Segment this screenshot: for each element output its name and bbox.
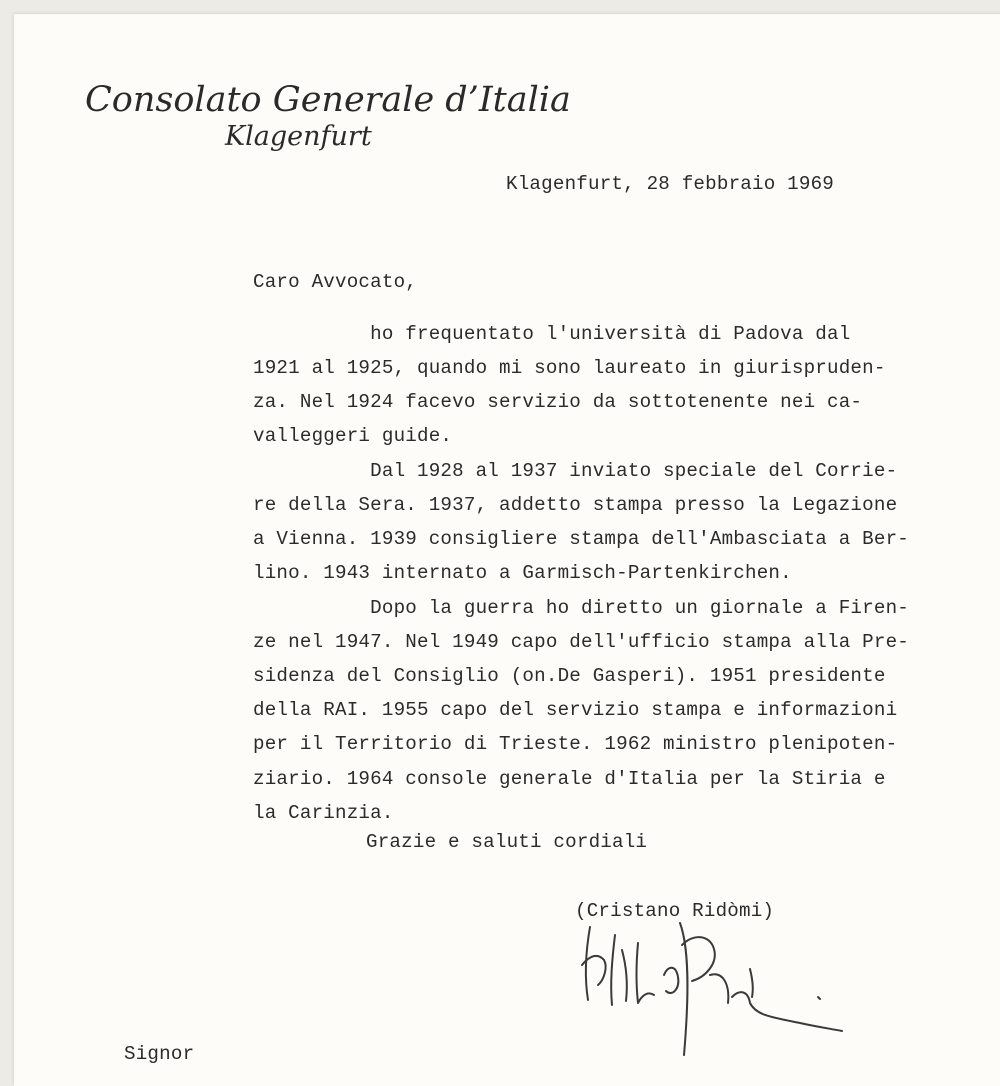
body-line: lino. 1943 internato a Garmisch-Partenkirchen. [253,562,792,584]
letter-date: Klagenfurt, 28 febbraio 1969 [506,173,835,195]
body-line: ho frequentato l'università di Padova dal [253,323,851,345]
body-line: valleggeri guide. [253,425,453,447]
letterhead-city: Klagenfurt [225,121,372,152]
letterhead-title: Consolato Generale d’Italia [85,80,571,120]
letterhead [85,80,571,154]
body-line: re della Sera. 1937, addetto stampa presso la Legazione [253,494,898,516]
body-line: Dal 1928 al 1937 inviato speciale del Corrie- [253,460,898,482]
body-line: Dopo la guerra ho diretto un giornale a Firen- [253,597,910,619]
body-line: ziario. 1964 console generale d'Italia per la Stiria e [253,768,886,790]
body-line: 1921 al 1925, quando mi sono laureato in giurispruden- [253,357,886,379]
body-line: sidenza del Consiglio (on.De Gasperi). 1951 presidente [253,665,886,687]
body-line: la Carinzia. [253,802,394,824]
signer-name: (Cristano Ridòmi) [575,900,775,922]
closing: Grazie e saluti cordiali [366,831,648,853]
body-line: della RAI. 1955 capo del servizio stampa e informazioni [253,699,898,721]
recipient-salutation: Signor [124,1043,195,1065]
body-line: za. Nel 1924 facevo servizio da sottotenente nei ca- [253,391,863,413]
body-line: a Vienna. 1939 consigliere stampa dell'Ambasciata a Ber- [253,528,910,550]
salutation: Caro Avvocato, [253,271,418,293]
body-line: per il Territorio di Trieste. 1962 ministro plenipoten- [253,733,898,755]
body-line: ze nel 1947. Nel 1949 capo dell'ufficio stampa alla Pre- [253,631,910,653]
handwritten-signature [560,905,850,1065]
